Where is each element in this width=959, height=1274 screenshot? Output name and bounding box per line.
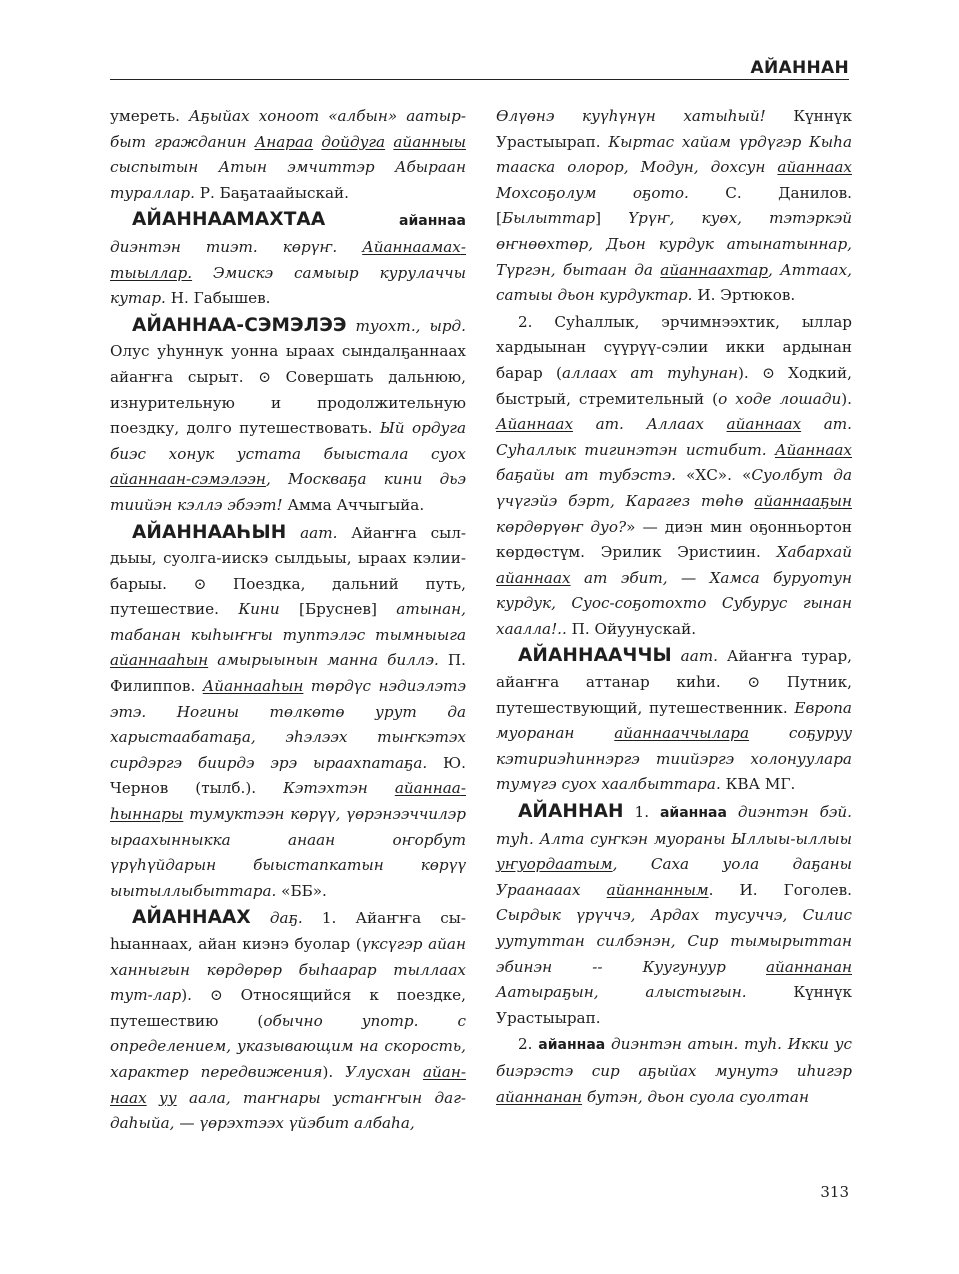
headword: АЙАННАА-СЭМЭЛЭЭ <box>132 314 347 336</box>
entry-aiannaa-semelee: АЙАННАА-СЭМЭЛЭЭ туохт., ырд. Олус уһуннук уонна ыраах сындалҕаннаах айаҥҥа сырыт. ⊙ Совершать дальнюю, изнурительную и продолжительную поездку, долго путешествовать. Ый ордуга биэс хонук устата быыстала суох айаннаан-сэмэлээн, Москваҕа кини дьэ тиийэн кэллэ эбээт! Амма Аччыгыйа. <box>110 314 466 514</box>
header-rule <box>110 79 849 80</box>
entry-aiannaamakhtaa: АЙАННААМАХТАА айаннаа диэнтэн тиэт. көрүҥ. Айаннаамахтыыллар. Эмискэ самыыр курулаччы кутар. Н. Габышев. <box>110 209 466 308</box>
entry-aiannaachchy: АЙАННААЧЧЫ аат. Айаҥҥа турар, айаҥҥа аттанар киһи. ⊙ Путник, путешествующий, путешественник. Европа муоранан айаннааччылара соҕуруу кэтириэһиннэргэ тиийэргэ холонуулара тумүгэ суох хаалбыттара. КВА МГ. <box>496 645 853 794</box>
right-column <box>496 104 852 1110</box>
headword: АЙАННААЧЧЫ <box>518 645 672 667</box>
page-number: 313 <box>820 1183 849 1201</box>
entry-continuation: Өлүөнэ куүһүнүн хатыһый! Күннүк Урастыырап. Кыртас хайам үрдүгэр Кыһа тааска олорор, Модун, дохсун айаннаах Мохсоҕолум оҕото. С. Данилов. [Былыттар] Үрүҥ, куөх, тэтэркэй өҥнөөхтөр, Дьон курдук атынатыннар, Түргэн, бытаан да айаннаахтар, Аттаах, сатыы дьон курдуктар. И. Эртюков. <box>496 107 853 305</box>
left-column <box>110 104 466 1137</box>
entry-aiannaakh: АЙАННААХ даҕ. 1. Айаҥҥа сыһыаннаах, айан киэнэ буолар (үксүгэр айан ханныгын көрдөрөр быһаарар тыллаах тут-лар). ⊙ Относящийся к поездке, путешествию (обычно употр. с определением, указывающим на скорость, характер передвижения). Улусхан айаннаах уу аала, таҥнары устаҥҥын дагдаһыйа, — үөрэхтээх үйэбит албаһа, <box>110 907 467 1133</box>
running-head: АЙАННАН <box>750 58 849 78</box>
entry-aiannan-sense-2: 2. айаннаа диэнтэн атын. туһ. Икки ус биэрэстэ сир аҕыйах мунутэ иһигэр айаннанан бутэн, дьон суола суолтан <box>496 1035 853 1106</box>
headword: АЙАННААХ <box>132 907 251 929</box>
entry-sense-2: 2. Суһаллык, эрчимнээхтик, ыллар хардыынан сүүрүү-сэлии икки ардынан барар (аллаах ат туһунан). ⊙ Ходкий, быстрый, стремительный (о ходе лошади). Айаннаах ат. Аллаах айаннаах ат. Суһаллык тигинэтэн истибит. Айаннаах баҕайы ат тубэстэ. «ХС». «Суолбут да үчүгэйэ бэрт, Карагез төһө айаннааҕын көрдөрүөҥ дуо?» — диэн мин оҕонньортон көрдөстүм. Эрилик Эристиин. Хабархай айаннаах ат эбит, — Хамса буруотун курдук, Суос-соҕотохто Субурус гынан хаалла!.. П. Ойуунускай. <box>496 312 852 638</box>
headword: АЙАННААҺЫН <box>132 521 287 543</box>
entry-continuation: умереть. Аҕыйах хоноот «албын» аатырбыт гражданин Анараа дойдуга айанныы сыспытын Атын эмчиттэр Абыраан тураллар. Р. Баҕатаайыскай. <box>110 107 466 202</box>
headword: АЙАННААМАХТАА <box>132 209 326 231</box>
entry-aiannan: АЙАННАН 1. айаннаа диэнтэн бэй. туһ. Алта суҥкэн муораны Ыллыы-ыллыы уҥуордаатым, Саха уола даҕаны Ураанааах айаннанным. И. Гоголев. Сырдык үрүччэ, Ардах тусуччэ, Силис уутуттан силбэнэн, Сир тымырыттан эбинэн -- Куугунуур айаннанан Аатыраҕын, алыстыгын. Күннүк Урастыырап. <box>496 801 853 1027</box>
entry-aiannaahyn: АЙАННААҺЫН аат. Айаҥҥа сылдьыы, суолга-иискэ сылдьыы, ыраах кэлии-барыы. ⊙ Поездка, дальний путь, путешествие. Кини [Бруснев] атынан, табанан кыһыҥҥы туптэлэс тымныыга айаннааһын амырыынын манна биллэ. П. Филиппов. Айаннааһын төрдүс нэдиэлэтэ этэ. Ногины төлкөтө урут да харыстаабатаҕа, эһэлээх тыҥкэтэх сирдэргэ биирдэ эрэ ыраахпатаҕа. Ю. Чернов (тылб.). Кэтэхтэн айаннааһыннары тумуктээн көрүү, үөрэнээччилэр ыраахынныкка анаан оҥорбут үрүһүйдарын быыстапкатын көрүү ыытыллыбыттара. «ББ». <box>110 521 467 900</box>
headword: АЙАННАН <box>518 801 624 823</box>
